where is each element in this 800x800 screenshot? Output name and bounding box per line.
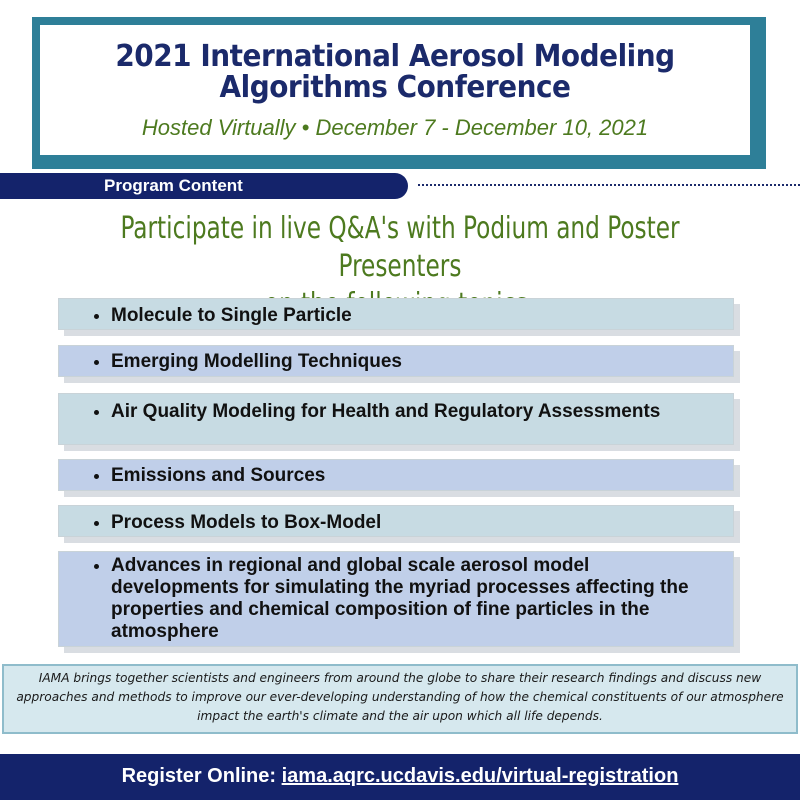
about-blurb: IAMA brings together scientists and engineers from around the globe to share their research findings and discuss new approaches and methods to improve our ever-developing understanding of how the chemical constituents of our atmosphere impact the earth's climate and the air upon which all life depends.	[2, 664, 798, 734]
topic-text: • Advances in regional and global scale aerosol model developments for simulating the myriad processes affecting the properties and chemical composition of fine particles in the atmosphere	[111, 555, 713, 643]
topic-text: • Air Quality Modeling for Health and Regulatory Assessments	[111, 401, 713, 423]
conference-subtitle: Hosted Virtually • December 7 - December 10, 2021	[141, 115, 649, 140]
conference-title	[65, 41, 725, 103]
topic-item	[58, 459, 734, 491]
topic-text: • Emissions and Sources	[111, 465, 713, 487]
register-footer	[0, 754, 800, 800]
topic-item	[58, 345, 734, 377]
title-line-1: 2021 International Aerosol Modeling	[115, 39, 675, 74]
topic-item	[58, 298, 734, 330]
title-line-2: Algorithms Conference	[219, 70, 571, 105]
topic-item	[58, 505, 734, 537]
topic-text: • Molecule to Single Particle	[111, 305, 713, 327]
register-label: Register Online:	[121, 765, 282, 787]
section-label: Program Content	[104, 176, 243, 195]
dotted-divider	[418, 184, 800, 186]
header-box	[40, 25, 750, 155]
registration-link[interactable]: iama.aqrc.ucdavis.edu/virtual-registration	[281, 765, 679, 787]
topic-item	[58, 551, 734, 647]
topic-item	[58, 393, 734, 445]
topic-text: • Process Models to Box-Model	[111, 512, 713, 534]
headline-line-1: Participate in live Q&A's with Podium and Poster Presenters	[120, 211, 680, 284]
section-bar	[0, 173, 408, 199]
topic-text: • Emerging Modelling Techniques	[111, 351, 713, 373]
